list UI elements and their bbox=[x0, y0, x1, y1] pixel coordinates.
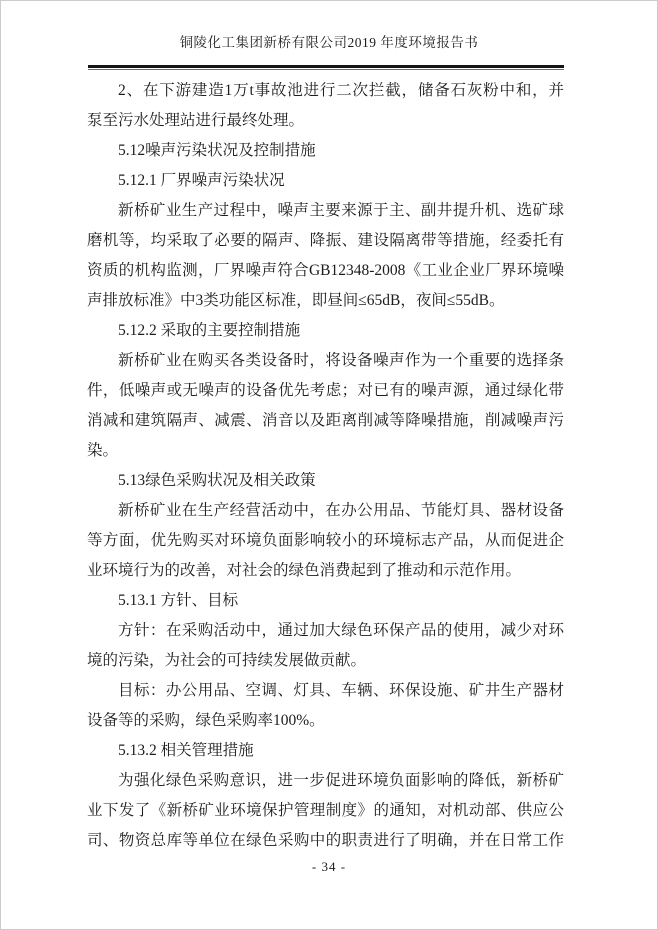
text-line: 司、物资总库等单位在绿色采购中的职责进行了明确，并在日常工作 bbox=[87, 832, 564, 849]
section-heading: 5.12.2 采取的主要控制措施 bbox=[118, 322, 301, 339]
text-line: 染。 bbox=[87, 442, 119, 459]
text-line: 磨机等，均采取了必要的隔声、降振、建设隔离带等措施，经委托有 bbox=[87, 232, 564, 249]
text-line: 目标：办公用品、空调、灯具、车辆、环保设施、矿井生产器材 bbox=[118, 682, 564, 699]
page-header-title: 铜陵化工集团新桥有限公司2019 年度环境报告书 bbox=[179, 35, 479, 50]
text-line: 消减和建筑隔声、减震、消音以及距离削减等降噪措施，削减噪声污 bbox=[87, 412, 564, 429]
page-number: - 34 - bbox=[311, 859, 347, 874]
header-rule bbox=[88, 65, 564, 70]
text-line: 设备等的采购，绿色采购率100%。 bbox=[87, 712, 325, 729]
document-body bbox=[87, 76, 564, 856]
text-line: 2、在下游建造1万t事故池进行二次拦截，储备石灰粉中和，并 bbox=[118, 82, 564, 99]
text-line: 等方面，优先购买对环境负面影响较小的环境标志产品，从而促进企 bbox=[87, 532, 564, 549]
text-line: 新桥矿业在购买各类设备时，将设备噪声作为一个重要的选择条 bbox=[118, 352, 564, 369]
text-line: 件，低噪声或无噪声的设备优先考虑；对已有的噪声源，通过绿化带 bbox=[87, 382, 564, 399]
section-heading: 5.13绿色采购状况及相关政策 bbox=[118, 472, 316, 489]
text-line: 为强化绿色采购意识，进一步促进环境负面影响的降低，新桥矿 bbox=[118, 772, 564, 789]
text-line: 新桥矿业在生产经营活动中，在办公用品、节能灯具、器材设备 bbox=[118, 502, 564, 519]
text-line: 新桥矿业生产过程中，噪声主要来源于主、副井提升机、选矿球 bbox=[118, 202, 564, 219]
text-line: 资质的机构监测，厂界噪声符合GB12348-2008《工业企业厂界环境噪 bbox=[87, 262, 564, 279]
text-line: 泵至污水处理站进行最终处理。 bbox=[87, 112, 305, 129]
text-line: 境的污染，为社会的可持续发展做贡献。 bbox=[87, 652, 367, 669]
text-line: 方针：在采购活动中，通过加大绿色环保产品的使用，减少对环 bbox=[118, 622, 564, 639]
section-heading: 5.12.1 厂界噪声污染状况 bbox=[118, 172, 285, 189]
section-heading: 5.12噪声污染状况及控制措施 bbox=[118, 142, 316, 159]
text-line: 业下发了《新桥矿业环境保护管理制度》的通知，对机动部、供应公 bbox=[87, 802, 564, 819]
text-line: 声排放标准》中3类功能区标准，即昼间≤65dB，夜间≤55dB。 bbox=[87, 292, 505, 309]
section-heading: 5.13.1 方针、目标 bbox=[118, 592, 239, 609]
text-line: 业环境行为的改善，对社会的绿色消费起到了推动和示范作用。 bbox=[87, 562, 522, 579]
section-heading: 5.13.2 相关管理措施 bbox=[118, 742, 254, 759]
